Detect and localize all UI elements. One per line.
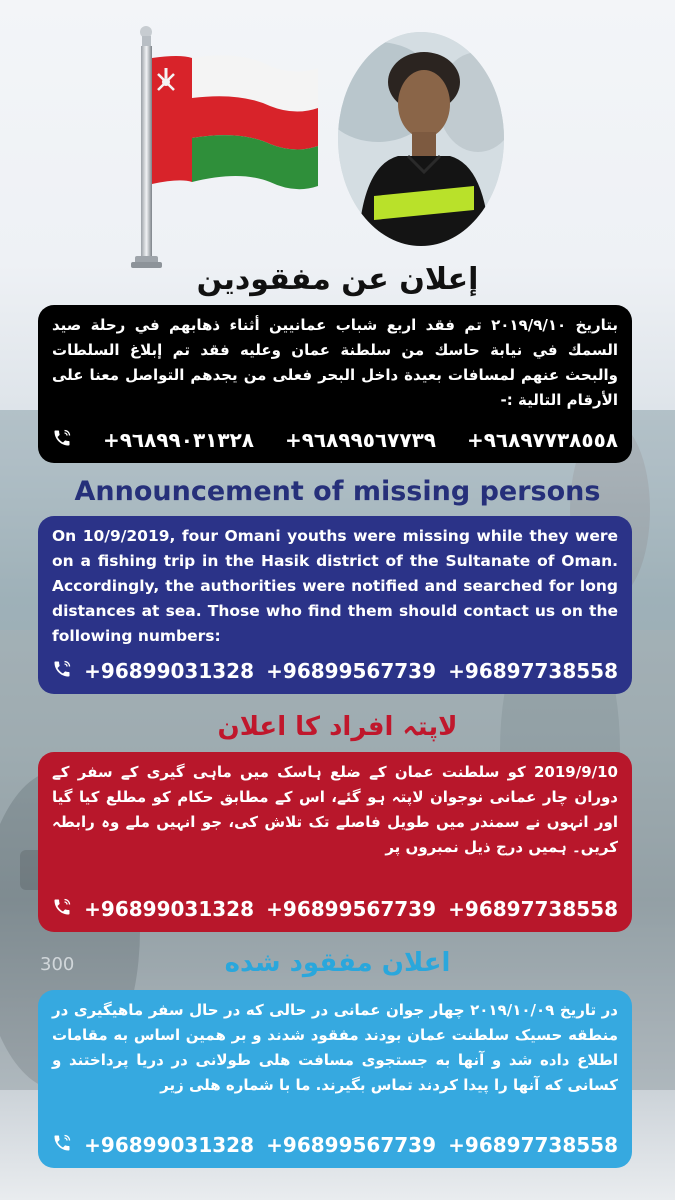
persian-heading: اعلان مفقود شده: [224, 948, 451, 978]
phone-icon: [52, 428, 72, 453]
urdu-phone-list: [52, 894, 618, 924]
english-announcement-panel: [38, 516, 632, 694]
phone-number[interactable]: +96899567739: [266, 659, 436, 683]
urdu-announcement-panel: [38, 752, 632, 932]
arabic-phone-list: [52, 425, 618, 455]
phone-icon: [52, 897, 72, 922]
phone-number[interactable]: +96897738558: [448, 659, 618, 683]
missing-person-photo: [338, 32, 504, 246]
english-heading: Announcement of missing persons: [74, 476, 601, 507]
phone-number[interactable]: +96897738558: [448, 897, 618, 921]
persian-phone-list: [52, 1130, 618, 1160]
persian-announcement-text: در تاریخ ۲۰۱۹/۱۰/۰۹ چهار جوان عمانی در حالی که در حال سفر ماهیگیری در منطقه حسیک سلطنت عمان بودند مفقود شدند و بر همین اساس به مقامات اطلاع داده شد و آنها به جستجوی مسافت هلی طولانی در دریا پرداختند و کسانی که آنها را پیدا کردند تماس بگیرند. ما با شماره هلی زیر: [52, 1001, 618, 1094]
urdu-announcement-text: 2019/9/10 کو سلطنت عمان کے ضلع ہاسک میں ماہی گیری کے سفر کے دوران چار عمانی نوجوان لاپتہ ہو گئے، اس کے مطابق حکام کو مطلع کیا گیا اور انہوں نے سمندر میں طویل فاصلے تک تلاش کی، جو انہیں ملے وہ رابطہ کریں۔ ہمیں درج ذیل نمبروں پر: [52, 763, 618, 856]
phone-number[interactable]: +96899567739: [266, 897, 436, 921]
svg-text:300: 300: [40, 954, 75, 975]
arabic-heading: إعلان عن مفقودين: [196, 262, 479, 297]
oman-flag-icon: [120, 22, 330, 272]
persian-announcement-panel: [38, 990, 632, 1168]
arabic-announcement-text: بتاريخ ٢٠١٩/٩/١٠ تم فقد اربع شباب عمانيين أثناء ذهابهم في رحلة صيد السمك في نيابة حاسك من سلطنة عمان وعليه فقد تم إبلاغ السلطات والبحث عنهم لمسافات بعيدة داخل البحر فعلى من يجدهم التواصل معنا على الأرقام التالية :-: [52, 316, 618, 409]
phone-number[interactable]: +٩٦٨٩٩٠٣١٣٢٨: [102, 428, 254, 452]
english-phone-list: [52, 656, 618, 686]
english-announcement-text: On 10/9/2019, four Omani youths were missing while they were on a fishing trip in the Hasik district of the Sultanate of Oman. Accordingly, the authorities were notified and searched for long distances at sea. Those who find them should contact us on the following numbers:: [52, 527, 618, 645]
phone-icon: [52, 1133, 72, 1158]
arabic-announcement-panel: [38, 305, 632, 463]
phone-number[interactable]: +96899567739: [266, 1133, 436, 1157]
phone-number[interactable]: +٩٦٨٩٧٧٣٨٥٥٨: [466, 428, 618, 452]
phone-number[interactable]: +96899031328: [84, 659, 254, 683]
phone-number[interactable]: +96899031328: [84, 897, 254, 921]
phone-number[interactable]: +٩٦٨٩٩٥٦٧٧٣٩: [284, 428, 436, 452]
urdu-heading: لاپتہ افراد کا اعلان: [217, 712, 458, 742]
phone-number[interactable]: +96897738558: [448, 1133, 618, 1157]
phone-icon: [52, 659, 72, 684]
phone-number[interactable]: +96899031328: [84, 1133, 254, 1157]
